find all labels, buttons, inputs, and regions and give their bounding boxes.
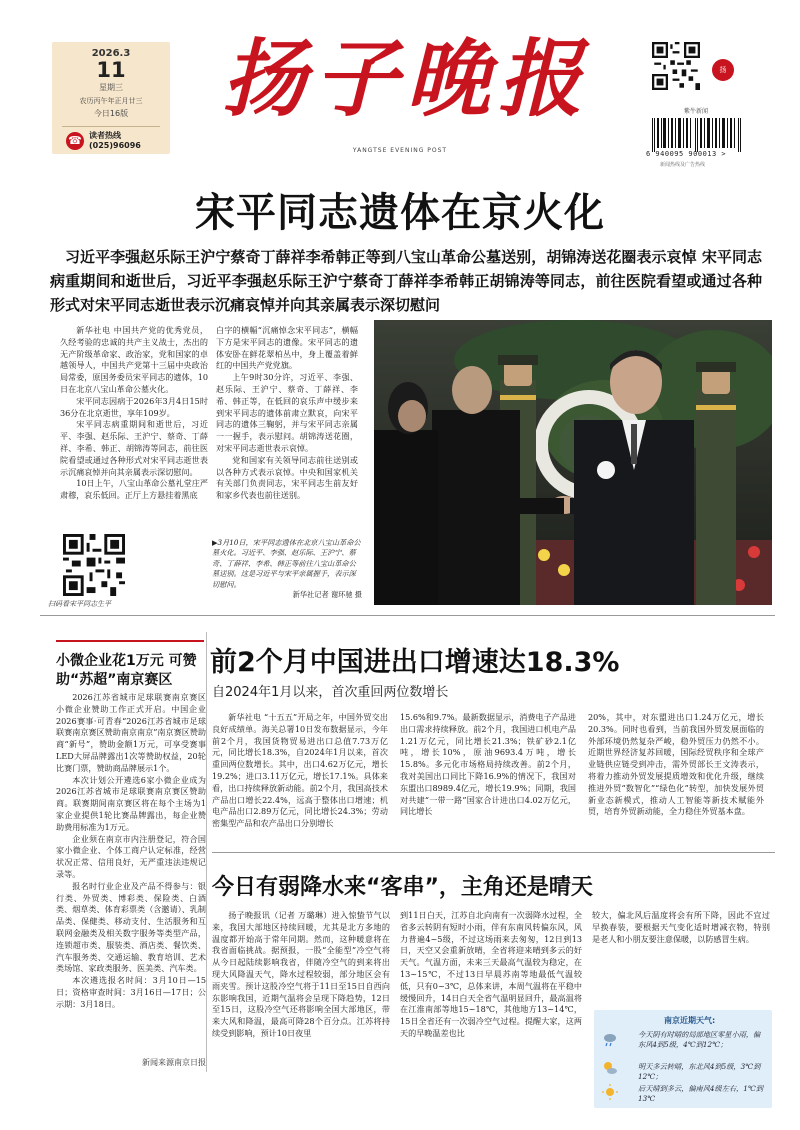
sun-cloud-icon [602, 1060, 618, 1076]
qr-article-caption: 扫码看宋平同志生平 [48, 600, 111, 608]
weekday: 星期三 [99, 83, 123, 92]
sidebar-rule [56, 640, 204, 642]
paragraph: 较大，偏北风后温度将会有所下降，因此不宜过早换春装，要根据天气变化适时增减衣物，特别是老人和小朋友要注意保暖，以防感冒生病。 [592, 910, 770, 944]
column-divider [206, 632, 207, 1072]
date-day: 11 [96, 58, 126, 82]
article-qr-code-icon[interactable] [63, 534, 125, 596]
paragraph: 扬子晚报讯（记者 万璐琳）进入惊蛰节气以来，我国大部地区持续回暖，尤其是北方多地的温度都开始高于常年同期。然而，这种暖意将在我省面临挑战。据预报，一股“全能型”冷空气将从今日起陆续影响我省，伴随冷空气的到来将出现大风降温天气，降水过程较弱，部分地区会有雨夹雪。预计这股冷空气将于11日至15日自西向东影响我国，近期气温将会呈现下降趋势，12日至15日，这股冷空气还将影响全国大部地区，带来大风和降温，最高可降28个百分点。江苏将持续受到影响，预计10日夜里 [212, 910, 390, 1038]
newspaper-seal-icon: 扬 [712, 59, 734, 81]
weather-body-column-1 [212, 910, 390, 1084]
lead-headline: 宋平同志遗体在京火化 [195, 190, 605, 236]
sidebar-headline: 小微企业花1万元 可赞助“苏超”南京赛区 [56, 653, 197, 688]
paragraph: 本次计划公开遴选6家小微企业成为2026江苏省城市足球联赛南京赛区赞助商。联赛期间南京赛区将在每个主场为1家企业提供1轮比赛品牌露出，每企业赞助费用标准为1万元。 [56, 774, 206, 832]
paragraph: 20%，其中，对东盟进出口1.24万亿元，增长20.3%。同时也看到，当前我国外贸发展面临的外部环境仍然复杂严峻，稳外贸压力仍然不小。近期世界经济复苏回暖，国际经贸秩序和全球产业链供应链受到冲击，需外贸部长王文涛表示，将着力推动外贸发展提质增效和优化升级，继续推进外贸“数智化”“绿色化”转型，加快发展外贸新业态新模式，推动人工智能等新技术赋能外贸，培育外贸新动能，全力稳住外贸基本盘。 [588, 712, 764, 817]
paragraph: 党和国家有关领导同志前往送别或以各种方式表示哀悼。中央和国家机关有关部门负责同志，宋平同志生前友好和家乡代表也前往送别。 [216, 454, 358, 501]
date-year-month: 2026.3 [91, 48, 131, 59]
trade-body-column-3 [588, 712, 764, 842]
article-divider [212, 852, 775, 853]
lunar-date: 农历丙午年正月廿三 [79, 97, 143, 105]
photo-caption-text: ▶3月10日，宋平同志遗体在北京八宝山革命公墓火化。习近平、李强、赵乐际、王沪宁、蔡奇、丁薛祥、李希、韩正等前往八宝山革命公墓送别。这是习近平与宋平亲属握手，表示深切慰问。 [212, 538, 361, 589]
paragraph: 报名时行业企业及产品不得参与：银行类、外贸类、博彩类、保险类、白酒类、烟草类、体育彩票类（含邀请）、乳制品类、保健类、移动支付、生活服务和互联网金融类及相关数字服务等类型产品，连锁超市类、服装类、酒店类、餐饮类、汽车服务类、交通运输、教育培训、艺术类场馆、家政类服务、医美类、汽车类。 [56, 880, 206, 974]
rain-cloud-icon [602, 1032, 618, 1048]
trade-body-column-1 [212, 712, 388, 842]
barcode-number: 6 940095 900013 > [646, 150, 727, 158]
lead-body-column-2 [216, 325, 358, 530]
photo-caption [212, 538, 362, 600]
trade-body-column-2 [400, 712, 576, 842]
section-divider [40, 615, 775, 616]
reader-hotline [66, 131, 158, 151]
paragraph: 到11日白天，江苏自北向南有一次弱降水过程，全省多云转阴有短时小雨，伴有东南风转偏东风，风力普遍4~5级，不过这场雨来去匆匆，12日到13日，天空又会重新放晴，全省将迎来晴到多云的好天气。气温方面，未来三天最高气温较为稳定，在13~15℃，不过13日早晨苏南等地最低气温较低，只有0~3℃，总体来讲，本周气温将在平稳中缓慢回升，14日白天全省气温明显回升，最高温将在江淮南部等地15~18℃，其他地方13~14℃，15日全省还有一次弱冷空气过程。提醒大家，这两天的早晚温差也比 [400, 910, 582, 1038]
sun-icon [602, 1084, 618, 1100]
paragraph: 宋平同志因病于2026年3月4日15时36分在北京逝世，享年109岁。 [60, 395, 208, 418]
lead-body-column-1 [60, 325, 208, 530]
date-divider [62, 126, 160, 127]
weather-headline: 今日有弱降水来“客串”，主角还是晴天 [212, 875, 593, 900]
masthead-qr-code-icon[interactable] [652, 40, 700, 92]
date-box [52, 42, 170, 154]
paragraph: 15.6%和9.7%。最新数据显示，消费电子产品进出口需求持续释放。前2个月，我国进口机电产品1.21万亿元，同比增长21.3%；铁矿砂2.1亿吨，增长10%，原油9693.4万吨，增长15.8%。多元化市场格局持续改善。前2个月，我对美国出口同比下降16.9%的情况下，我国对东盟出口8989.4亿元，增长19.9%；同期，我国对共建“一带一路”国家合计进出口4.02万亿元，同比增长 [400, 712, 576, 817]
barcode-note: 新闻热线及广告热线 [660, 162, 706, 168]
paragraph: 本次遴选报名时间：3月10日—15日；资格审查时间：3月16日—17日；公示期：3月18日。 [56, 975, 206, 1009]
sidebar-body [56, 692, 206, 1054]
masthead-english-title: YANGTSE EVENING POST [352, 147, 448, 154]
qr-caption: 紫牛新闻 [683, 108, 708, 115]
paragraph: 新华社电 中国共产党的优秀党员，久经考验的忠诚的共产主义战士，杰出的无产阶级革命家、政治家，党和国家的卓越领导人，中国共产党第十三届中央政治局常委，原国务委员宋平同志的遗体，10日在北京八宝山革命公墓火化。 [60, 325, 208, 394]
lead-photo [374, 320, 772, 605]
paragraph: 企业须在南京市内注册登记，符合国家小微企业、个体工商户认定标准，经营状况正常、信用良好，无严重违法违规记录等。 [56, 833, 206, 879]
pages-today: 今日16版 [93, 109, 129, 118]
lead-deck: 习近平李强赵乐际王沪宁蔡奇丁薛祥李希韩正等到八宝山革命公墓送别，胡锦涛送花圈表示哀悼 宋平同志病重期间和逝世后，习近平李强赵乐际王沪宁蔡奇丁薛祥李希韩正胡锦涛等同志，前往医院看望或通过各种形式对宋平同志逝世表示沉痛哀悼并向其亲属表示深切慰问 [50, 248, 762, 314]
paragraph: 上午9时30分许，习近平、李强、赵乐际、王沪宁、蔡奇、丁薛祥、李希、韩正等，在低回的哀乐声中缓步来到宋平同志的遗体前肃立默哀，向宋平同志的遗体三鞠躬，并与宋平同志亲属一一握手，表示慰问。胡锦涛送花圈，对宋平同志逝世表示哀悼。 [216, 372, 358, 453]
trade-subheadline: 自2024年1月以来，首次重回两位数增长 [212, 685, 449, 700]
forecast-day-after: 后天晴到多云，偏南风4级左右，1℃到13℃ [638, 1084, 764, 1103]
paragraph: 新华社电 “十五五”开局之年，中国外贸交出良好成绩单。海关总署10日发布数据显示，今年前2个月，我国货物贸易进出口总值7.73万亿元，同比增长18.3%，自2024年1月以来，首次重回两位数增长。其中，出口4.62万亿元，增长19.2%；进口3.11万亿元，增长17.1%。具体来看，出口持续释放新动能。前2个月，我国高技术产品出口增长22.4%，远高于整体出口增速；机电产品出口2.89万亿元，同比增长24.3%；劳动密集型产品和农产品出口分别增长 [212, 712, 388, 829]
paragraph: 2026江苏省城市足球联赛南京赛区小微企业赞助工作正式开启。中国企业2026赛事·可青春“2026江苏省城市足球联赛南京赛区赞助南京南京”南京赛区赞助商“新号”，赞助金额1万元，可享受赛事LED大屏品牌露出1次等赞助权益，20轮比赛门票，赞助商品牌展示1个。 [56, 692, 206, 773]
barcode-icon [650, 118, 746, 152]
paragraph: 10日上午，八宝山革命公墓礼堂庄严肃穆，哀乐低回。正厅上方悬挂着黑底 [60, 478, 208, 501]
forecast-tomorrow: 明天多云转晴，东北风4到5级，3℃到12℃； [638, 1062, 761, 1081]
paragraph: 宋平同志病重期间和逝世后，习近平、李强、赵乐际、王沪宁、蔡奇、丁薛祥、李希、韩正、胡锦涛等同志，前往医院看望或通过各种形式对宋平同志逝世表示沉痛哀悼并向其亲属表示深切慰问。 [60, 419, 208, 477]
app-badge [700, 52, 746, 88]
weather-forecast-box [594, 1010, 772, 1108]
paragraph: 白字的横幅“沉痛悼念宋平同志”，横幅下方是宋平同志的遗像。宋平同志的遗体安卧在鲜花翠柏丛中，身上覆盖着鲜红的中国共产党党旗。 [216, 325, 358, 371]
forecast-today: 今天阴有时晴的局部地区零星小雨，偏东风4到5级，4℃到12℃； [638, 1030, 761, 1049]
trade-headline: 前2个月中国进出口增速达18.3% [210, 647, 620, 678]
weather-body-column-3 [592, 910, 770, 1002]
hotline-number: (025)96096 [89, 141, 141, 150]
masthead-title: 扬子晚报 [221, 29, 590, 128]
phone-icon: ☎ [66, 132, 84, 150]
hotline-label: 读者热线 [89, 131, 121, 140]
weather-body-column-2 [400, 910, 582, 1084]
photo-credit: 新华社记者 谢环驰 摄 [292, 590, 362, 600]
weather-box-title: 南京近期天气: [664, 1016, 716, 1025]
sidebar-source: 新闻来源南京日报 [142, 1058, 206, 1067]
